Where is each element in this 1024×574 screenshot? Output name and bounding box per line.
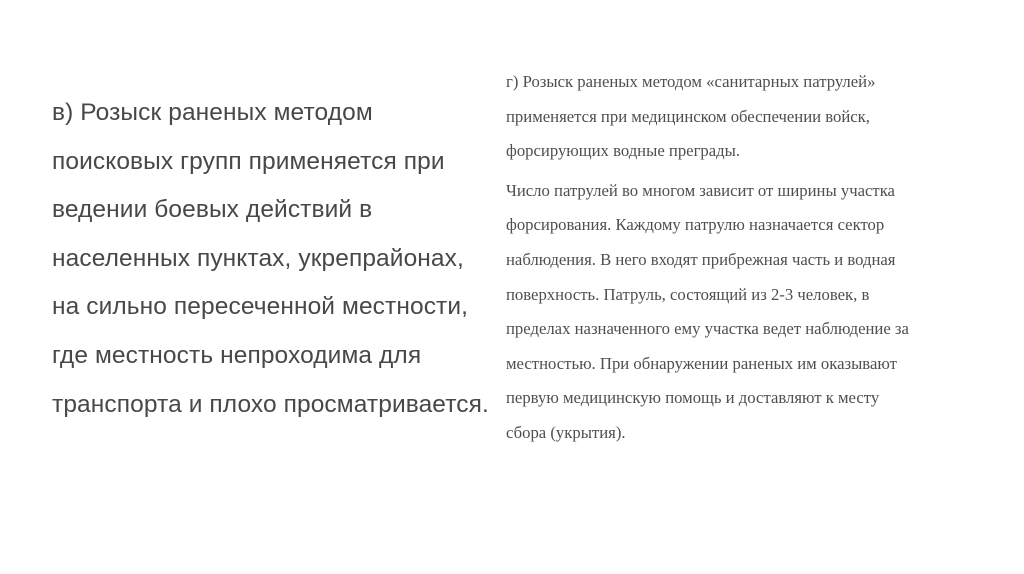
text-line: первую медицинскую помощь и доставляют к месту: [506, 388, 880, 408]
text-line: где местность непроходима для: [52, 341, 422, 369]
text-line: местностью. При обнаружении раненых им оказывают: [506, 353, 897, 373]
text-line: применяется при медицинском обеспечении войск,: [506, 106, 870, 126]
text-line: пределах назначенного ему участка ведет наблюдение за: [506, 319, 909, 339]
text-line: сбора (укрытия).: [506, 422, 626, 442]
text-line: поисковых групп применяется при: [52, 147, 445, 175]
text-line: транспорта и плохо просматривается.: [52, 390, 489, 418]
text-line: ведении боевых действий в: [52, 196, 373, 224]
patrol-details-paragraph: [506, 174, 1006, 451]
text-line: в) Розыск раненых методом: [52, 99, 373, 126]
search-groups-paragraph: [52, 89, 492, 429]
text-line: поверхность. Патруль, состоящий из 2-3 человек, в: [506, 284, 870, 304]
text-line: форсирующих водные преграды.: [506, 141, 741, 161]
sanitary-patrols-section: [506, 65, 1006, 451]
sanitary-patrols-intro-paragraph: [506, 65, 1006, 169]
text-line: населенных пунктах, укрепрайонах,: [52, 244, 464, 272]
text-line: наблюдения. В него входят прибрежная часть и водная: [506, 249, 896, 269]
text-line: форсирования. Каждому патрулю назначается сектор: [506, 215, 885, 235]
text-line: на сильно пересеченной местности,: [52, 293, 469, 321]
text-line: г) Розыск раненых методом «санитарных патрулей»: [506, 72, 876, 91]
text-line: Число патрулей во многом зависит от ширины участка: [506, 180, 895, 200]
